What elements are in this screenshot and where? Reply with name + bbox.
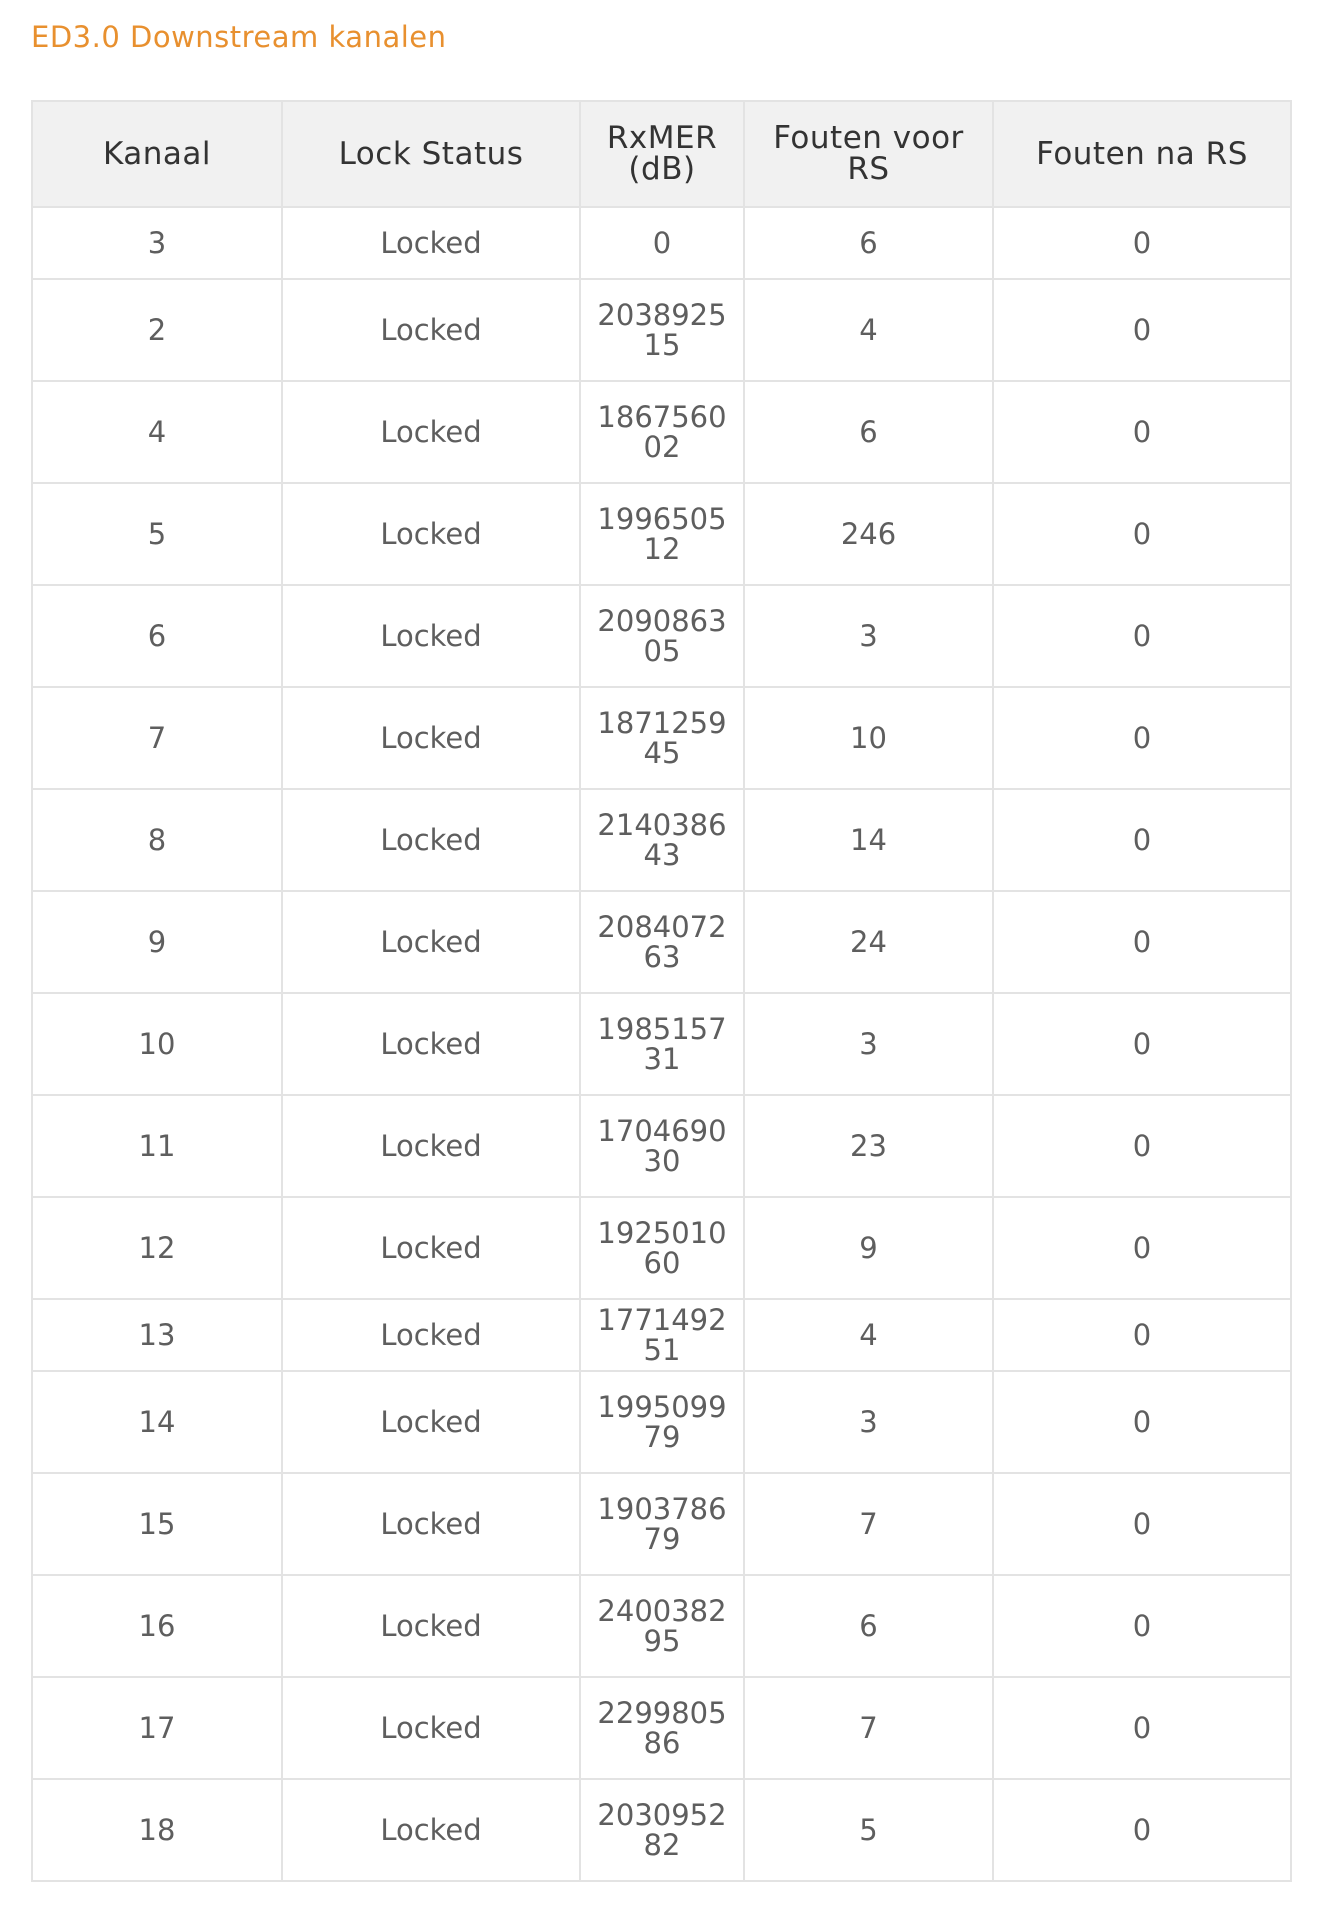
cell-channel: 2: [32, 279, 282, 381]
cell-errors-after-rs: 0: [993, 1299, 1291, 1371]
cell-channel: 16: [32, 1575, 282, 1677]
cell-errors-before-rs: 6: [744, 207, 993, 279]
rxmer-value: 203095282: [597, 1798, 727, 1862]
cell-rxmer: [580, 891, 744, 993]
cell-channel: 9: [32, 891, 282, 993]
rxmer-value: 203892515: [597, 298, 727, 362]
cell-rxmer: [580, 789, 744, 891]
cell-errors-after-rs: 0: [993, 1575, 1291, 1677]
rxmer-value: 214038643: [597, 808, 727, 872]
cell-channel: 18: [32, 1779, 282, 1881]
cell-rxmer: [580, 1299, 744, 1371]
cell-errors-before-rs: 3: [744, 1371, 993, 1473]
cell-rxmer: [580, 1197, 744, 1299]
cell-channel: 4: [32, 381, 282, 483]
rxmer-value: 199509979: [597, 1390, 727, 1454]
cell-errors-after-rs: 0: [993, 891, 1291, 993]
cell-lock-status: Locked: [282, 1677, 580, 1779]
cell-lock-status: Locked: [282, 1371, 580, 1473]
table-row: [32, 585, 1291, 687]
cell-errors-after-rs: 0: [993, 789, 1291, 891]
cell-errors-after-rs: 0: [993, 993, 1291, 1095]
cell-channel: 5: [32, 483, 282, 585]
table-row: [32, 1677, 1291, 1779]
table-row: [32, 207, 1291, 279]
rxmer-value: 229980586: [597, 1696, 727, 1760]
cell-lock-status: Locked: [282, 585, 580, 687]
rxmer-value: 187125945: [597, 706, 727, 770]
cell-errors-before-rs: 7: [744, 1677, 993, 1779]
table-body: [32, 207, 1291, 1881]
table-row: [32, 687, 1291, 789]
cell-channel: 12: [32, 1197, 282, 1299]
table-header-row: [32, 101, 1291, 207]
cell-errors-before-rs: 3: [744, 585, 993, 687]
column-header-channel: Kanaal: [32, 101, 282, 207]
rxmer-value: 186756002: [597, 400, 727, 464]
rxmer-value: 199650512: [597, 502, 727, 566]
cell-errors-after-rs: 0: [993, 1371, 1291, 1473]
cell-lock-status: Locked: [282, 1095, 580, 1197]
cell-channel: 3: [32, 207, 282, 279]
cell-errors-after-rs: 0: [993, 1779, 1291, 1881]
cell-lock-status: Locked: [282, 993, 580, 1095]
cell-errors-after-rs: 0: [993, 381, 1291, 483]
rxmer-value: 198515731: [597, 1012, 727, 1076]
rxmer-value: 209086305: [597, 604, 727, 668]
cell-lock-status: Locked: [282, 687, 580, 789]
cell-rxmer: [580, 483, 744, 585]
cell-channel: 10: [32, 993, 282, 1095]
cell-errors-before-rs: 4: [744, 279, 993, 381]
rxmer-value: 208407263: [597, 910, 727, 974]
table-row: [32, 381, 1291, 483]
cell-rxmer: [580, 687, 744, 789]
cell-rxmer: [580, 1779, 744, 1881]
cell-channel: 7: [32, 687, 282, 789]
cell-rxmer: [580, 381, 744, 483]
cell-lock-status: Locked: [282, 1575, 580, 1677]
column-header-lock-status: Lock Status: [282, 101, 580, 207]
rxmer-value: 0: [652, 226, 672, 260]
cell-rxmer: [580, 993, 744, 1095]
cell-channel: 11: [32, 1095, 282, 1197]
table-row: [32, 1575, 1291, 1677]
cell-errors-before-rs: 10: [744, 687, 993, 789]
cell-errors-after-rs: 0: [993, 1095, 1291, 1197]
table-row: [32, 789, 1291, 891]
cell-lock-status: Locked: [282, 381, 580, 483]
cell-lock-status: Locked: [282, 789, 580, 891]
cell-errors-before-rs: 7: [744, 1473, 993, 1575]
table-row: [32, 1779, 1291, 1881]
rxmer-value: 177149251: [597, 1303, 727, 1367]
cell-errors-before-rs: 6: [744, 381, 993, 483]
cell-lock-status: Locked: [282, 483, 580, 585]
cell-rxmer: [580, 585, 744, 687]
rxmer-value: 192501060: [597, 1216, 727, 1280]
cell-lock-status: Locked: [282, 1779, 580, 1881]
table-row: [32, 1473, 1291, 1575]
cell-lock-status: Locked: [282, 207, 580, 279]
cell-errors-after-rs: 0: [993, 585, 1291, 687]
cell-rxmer: [580, 1473, 744, 1575]
cell-errors-after-rs: 0: [993, 1473, 1291, 1575]
cell-rxmer: [580, 1677, 744, 1779]
table-row: [32, 279, 1291, 381]
table-header: [32, 101, 1291, 207]
section-title: ED3.0 Downstream kanalen: [31, 20, 447, 54]
column-header-errors-after-rs: Fouten na RS: [993, 101, 1291, 207]
cell-lock-status: Locked: [282, 1299, 580, 1371]
cell-lock-status: Locked: [282, 891, 580, 993]
rxmer-value: 190378679: [597, 1492, 727, 1556]
cell-channel: 13: [32, 1299, 282, 1371]
cell-errors-after-rs: 0: [993, 1197, 1291, 1299]
downstream-channels-table: [31, 100, 1292, 1882]
cell-channel: 15: [32, 1473, 282, 1575]
cell-errors-before-rs: 9: [744, 1197, 993, 1299]
cell-channel: 6: [32, 585, 282, 687]
table-row: [32, 1197, 1291, 1299]
cell-errors-before-rs: 3: [744, 993, 993, 1095]
table-row: [32, 483, 1291, 585]
cell-errors-after-rs: 0: [993, 687, 1291, 789]
table-row: [32, 1299, 1291, 1371]
cell-errors-after-rs: 0: [993, 207, 1291, 279]
table-row: [32, 891, 1291, 993]
cell-channel: 8: [32, 789, 282, 891]
cell-errors-before-rs: 6: [744, 1575, 993, 1677]
cell-rxmer: [580, 1095, 744, 1197]
cell-rxmer: [580, 1575, 744, 1677]
column-header-rxmer: RxMER (dB): [580, 101, 744, 207]
cell-channel: 17: [32, 1677, 282, 1779]
rxmer-value: 170469030: [597, 1114, 727, 1178]
cell-errors-before-rs: 23: [744, 1095, 993, 1197]
cell-errors-after-rs: 0: [993, 483, 1291, 585]
column-header-errors-before-rs: Fouten voor RS: [744, 101, 993, 207]
cell-rxmer: [580, 207, 744, 279]
table-row: [32, 1371, 1291, 1473]
cell-errors-before-rs: 5: [744, 1779, 993, 1881]
cell-errors-before-rs: 14: [744, 789, 993, 891]
cell-errors-after-rs: 0: [993, 1677, 1291, 1779]
table-row: [32, 993, 1291, 1095]
cell-lock-status: Locked: [282, 1473, 580, 1575]
cell-lock-status: Locked: [282, 1197, 580, 1299]
table-row: [32, 1095, 1291, 1197]
rxmer-value: 240038295: [597, 1594, 727, 1658]
cell-errors-before-rs: 24: [744, 891, 993, 993]
cell-errors-after-rs: 0: [993, 279, 1291, 381]
cell-lock-status: Locked: [282, 279, 580, 381]
cell-channel: 14: [32, 1371, 282, 1473]
cell-errors-before-rs: 4: [744, 1299, 993, 1371]
cell-rxmer: [580, 1371, 744, 1473]
cell-errors-before-rs: 246: [744, 483, 993, 585]
cell-rxmer: [580, 279, 744, 381]
